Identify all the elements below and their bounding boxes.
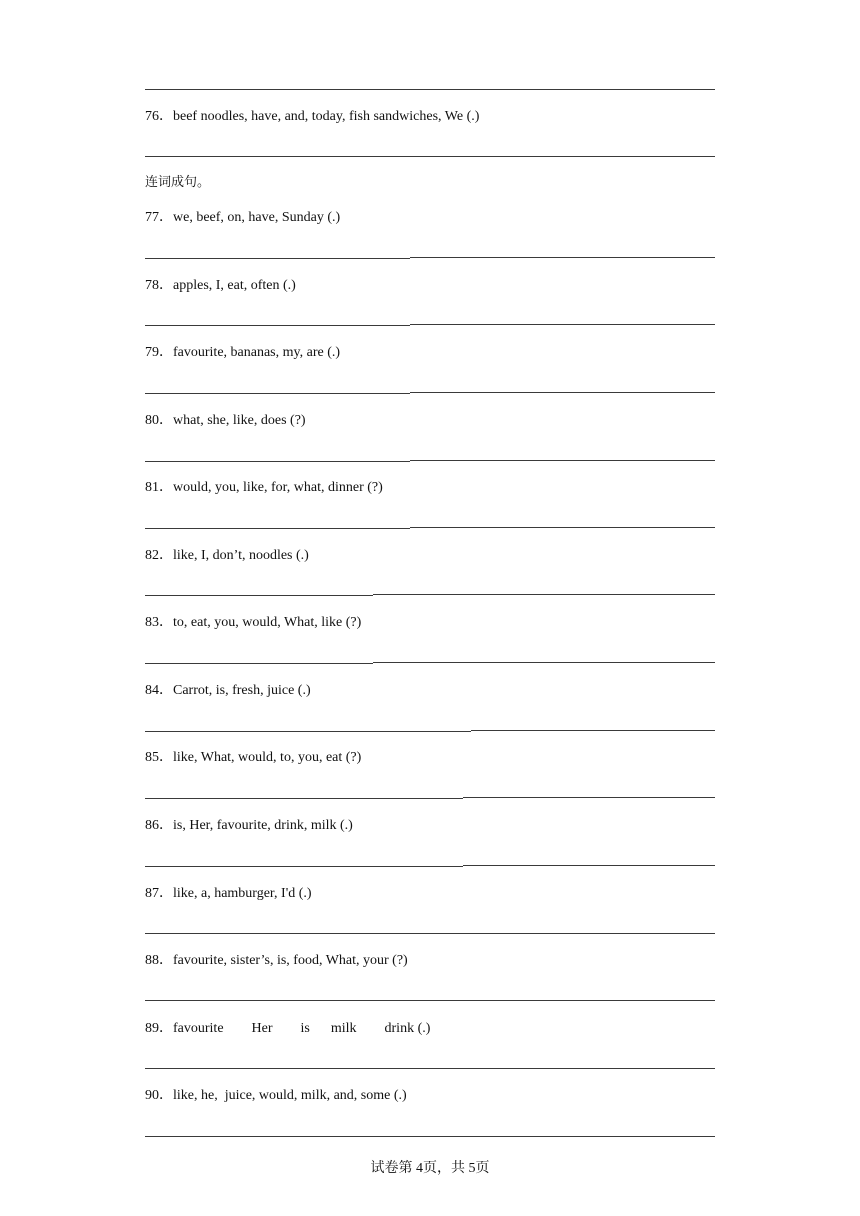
question-number: 89． [145, 1021, 173, 1036]
question-85 [145, 749, 361, 767]
question-89 [145, 1020, 430, 1038]
answer-line[interactable] [145, 1136, 715, 1137]
question-number: 77． [145, 210, 173, 225]
question-88 [145, 952, 408, 970]
question-number: 88． [145, 953, 173, 968]
question-79 [145, 344, 340, 362]
question-text: apples, I, eat, often (.) [173, 278, 296, 293]
question-number: 76． [145, 109, 173, 124]
page-footer: 试卷第 4页，共 5页 [370, 1161, 490, 1176]
question-87 [145, 885, 312, 903]
answer-line[interactable] [145, 89, 715, 90]
answer-line[interactable] [145, 527, 715, 529]
question-number: 90． [145, 1088, 173, 1103]
question-90 [145, 1087, 407, 1105]
answer-line[interactable] [145, 460, 715, 462]
answer-line[interactable] [145, 797, 715, 799]
question-number: 83． [145, 615, 173, 630]
question-text: would, you, like, for, what, dinner (?) [173, 480, 383, 495]
question-number: 85． [145, 750, 173, 765]
question-text: favourite Her is milk drink (.) [173, 1021, 431, 1036]
question-78 [145, 277, 296, 295]
answer-line[interactable] [145, 156, 715, 157]
question-81 [145, 479, 383, 497]
question-number: 87． [145, 886, 173, 901]
question-83 [145, 614, 361, 632]
answer-line[interactable] [145, 1000, 715, 1001]
answer-line[interactable] [145, 730, 715, 732]
question-number: 79． [145, 345, 173, 360]
question-84 [145, 682, 311, 700]
question-text: what, she, like, does (?) [173, 413, 306, 428]
question-number: 80． [145, 413, 173, 428]
question-text: to, eat, you, would, What, like (?) [173, 615, 362, 630]
question-text: favourite, sister’s, is, food, What, your (?) [173, 953, 408, 968]
question-76 [145, 108, 479, 126]
question-text: like, he, juice, would, milk, and, some (.) [173, 1088, 407, 1103]
question-text: like, I, don’t, noodles (.) [173, 548, 309, 563]
question-80 [145, 412, 306, 430]
answer-line[interactable] [145, 257, 715, 259]
question-text: like, What, would, to, you, eat (?) [173, 750, 362, 765]
question-number: 84． [145, 683, 173, 698]
question-text: Carrot, is, fresh, juice (.) [173, 683, 311, 698]
section-title: 连词成句。 [145, 175, 211, 190]
question-number: 82． [145, 548, 173, 563]
question-82 [145, 547, 309, 565]
question-number: 86． [145, 818, 173, 833]
question-text: is, Her, favourite, drink, milk (.) [173, 818, 353, 833]
answer-line[interactable] [145, 865, 715, 867]
question-86 [145, 817, 353, 835]
question-text: like, a, hamburger, I'd (.) [173, 886, 312, 901]
question-77 [145, 209, 340, 227]
question-text: favourite, bananas, my, are (.) [173, 345, 341, 360]
answer-line[interactable] [145, 324, 715, 326]
answer-line[interactable] [145, 1068, 715, 1069]
answer-line[interactable] [145, 933, 715, 934]
question-number: 78． [145, 278, 173, 293]
question-number: 81． [145, 480, 173, 495]
question-text: we, beef, on, have, Sunday (.) [173, 210, 341, 225]
answer-line[interactable] [145, 392, 715, 394]
answer-line[interactable] [145, 662, 715, 664]
answer-line[interactable] [145, 594, 715, 596]
question-text: beef noodles, have, and, today, fish sandwiches, We (.) [173, 109, 480, 124]
